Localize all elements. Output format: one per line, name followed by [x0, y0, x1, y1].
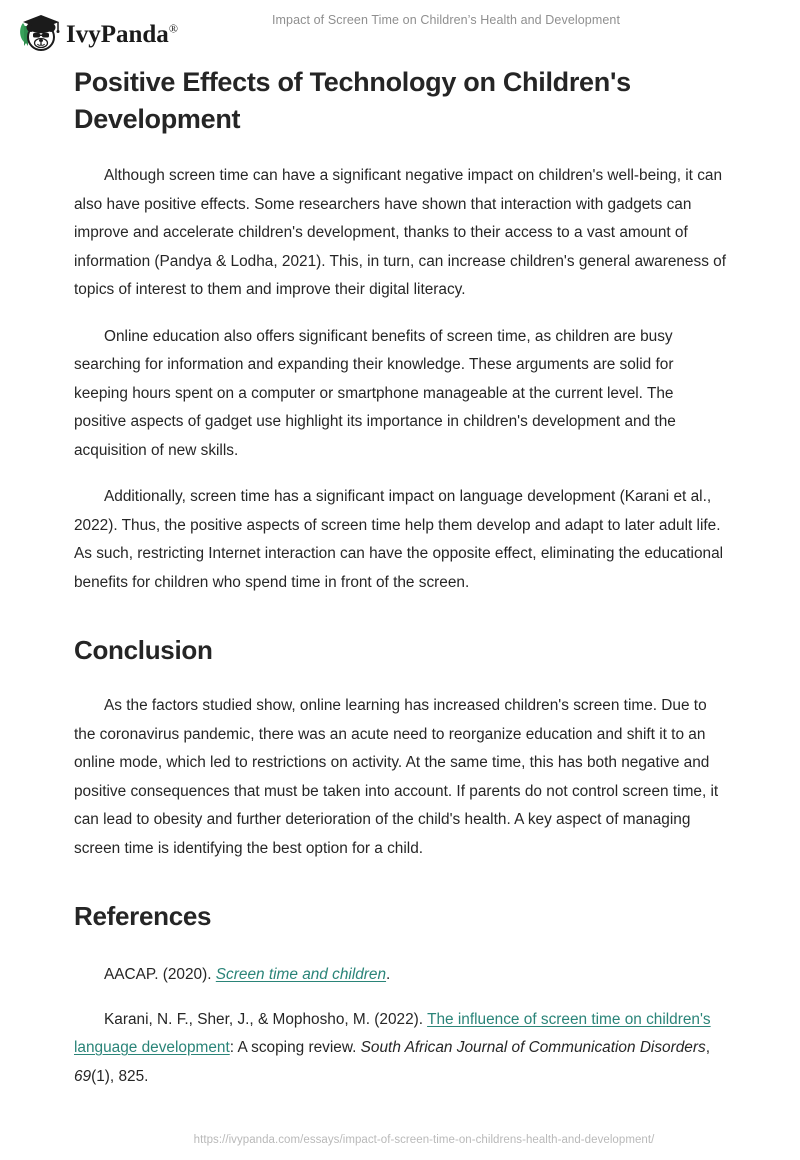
spacer — [74, 465, 726, 483]
reference-item-2 — [74, 1006, 726, 1092]
paragraph-2: Online education also offers significant benefits of screen time, as children are busy searching for information and expanding their knowledge. These arguments are solid for keeping hours spent on a computer or smartphone manageable at the current level. The positive aspects of gadget use highlight its importance in children's development and the acquisition of new skills. — [74, 327, 676, 459]
reference-link-aacap[interactable]: Screen time and children — [215, 966, 387, 984]
spacer — [74, 305, 726, 323]
reference-journal-title: South African Journal of Communication Disorders — [360, 1039, 706, 1057]
heading-references: References — [74, 901, 212, 932]
paragraph-3: Additionally, screen time has a significant impact on language development (Karani et al., 2022). Thus, the positive aspects of screen time help them develop and adapt to later adult life. As such, restricting Internet interaction can have the opposite effect, eliminating the educational benefits for children who spend time in front of the screen. — [74, 488, 724, 591]
reference-volume: 69 — [74, 1067, 92, 1085]
spacer — [74, 668, 726, 692]
page-footer — [0, 1114, 800, 1160]
document-body — [74, 64, 726, 1091]
paragraph-conclusion: As the factors studied show, online learning has increased children's screen time. Due to the coronavirus pandemic, there was an acute need to reorganize education and shift it to an online mode, which led to restrictions on activity. At the same time, this has both negative and positive consequences that must be taken into account. If parents do not control screen time, it can lead to obesity and further deterioration of the child's health. A key aspect of managing screen time is identifying the best option for a child. — [74, 697, 719, 857]
reference-item-1 — [74, 961, 726, 990]
spacer — [74, 863, 726, 900]
spacer — [74, 597, 726, 634]
reference-link-karani[interactable]: The influence of screen time on children's language development — [74, 1010, 711, 1057]
reference-issue: (1), 825. — [91, 1067, 149, 1085]
spacer — [74, 990, 726, 1006]
paragraph-1: Although screen time can have a significant negative impact on children's well-being, it can also have positive effects. Some researchers have shown that interaction with gadgets can improve and accelerate children's development, thanks to their access to a vast amount of information (Pandya & Lodha, 2021). This, in turn, can increase children's general awareness of topics of interest to them and improve their digital literacy. — [74, 167, 726, 299]
footer-source-url: https://ivypanda.com/essays/impact-of-screen-time-on-childrens-health-and-development/ — [193, 1134, 655, 1146]
page-title: Positive Effects of Technology on Children's Development — [74, 67, 631, 134]
reference-suffix: . — [386, 966, 391, 984]
page-header — [0, 0, 800, 60]
spacer — [74, 934, 726, 961]
reference-prefix: Karani, N. F., Sher, J., & Mophosho, M. (2022). — [104, 1010, 428, 1028]
running-head-title: Impact of Screen Time on Children’s Health and Development — [271, 13, 621, 27]
registered-mark: ® — [168, 21, 178, 36]
brand-name: IvyPanda — [66, 20, 169, 48]
heading-conclusion: Conclusion — [74, 635, 213, 666]
reference-volume-sep: , — [705, 1039, 710, 1057]
reference-prefix: AACAP. (2020). — [104, 966, 216, 984]
spacer — [74, 137, 726, 162]
reference-middle: : A scoping review. — [229, 1039, 361, 1057]
